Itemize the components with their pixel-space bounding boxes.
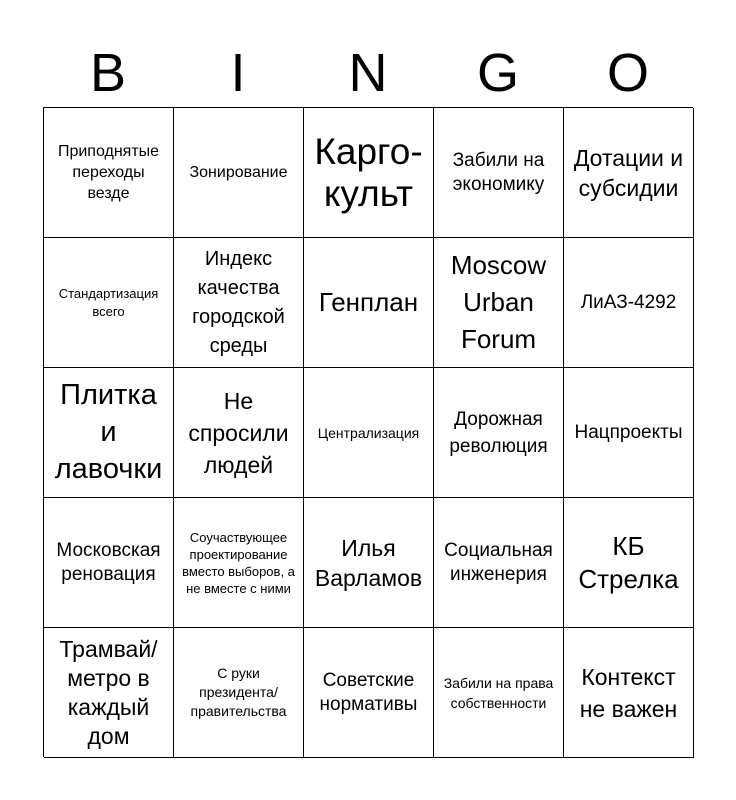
cell-text: Советские нормативы bbox=[319, 669, 418, 715]
cell-text: Зонирование bbox=[189, 164, 288, 181]
bingo-cell-r2-c3[interactable] bbox=[304, 238, 434, 368]
header-letter-i: I bbox=[230, 43, 246, 103]
cell-text: Централизация bbox=[317, 424, 420, 441]
cell-text: Контекст не важен bbox=[579, 663, 678, 722]
cell-text: Дотации и субсидии bbox=[573, 144, 684, 201]
cell-text: Дорожная революция bbox=[449, 408, 548, 457]
cell-text: Илья Варламов bbox=[314, 534, 423, 591]
bingo-cell-r1-c5[interactable] bbox=[564, 108, 694, 238]
bingo-cell-r4-c2[interactable] bbox=[174, 498, 304, 628]
header-letter-n: N bbox=[348, 43, 388, 103]
bingo-cell-r5-c5[interactable] bbox=[564, 628, 694, 758]
cell-text: Стандартизация всего bbox=[58, 285, 159, 319]
cell-text: Трамвай/ метро в каждый дом bbox=[59, 635, 158, 749]
header-letter-g: G bbox=[476, 43, 519, 103]
bingo-cell-r4-c4[interactable] bbox=[434, 498, 564, 628]
cell-text: ЛиАЗ-4292 bbox=[580, 291, 677, 313]
bingo-cell-r5-c2[interactable] bbox=[174, 628, 304, 758]
bingo-cell-r1-c4[interactable] bbox=[434, 108, 564, 238]
cell-text: Индекс качества городской среды bbox=[192, 247, 285, 357]
bingo-header bbox=[43, 42, 693, 104]
cell-text: Социальная инженерия bbox=[444, 539, 553, 585]
cell-text: С руки президента/ правительства bbox=[190, 665, 287, 719]
cell-text: КБ Стрелка bbox=[578, 530, 679, 594]
bingo-cell-r1-c3[interactable] bbox=[304, 108, 434, 238]
bingo-cell-r3-c1[interactable] bbox=[44, 368, 174, 498]
cell-text: Забили на экономику bbox=[452, 149, 545, 195]
bingo-cell-r1-c2[interactable] bbox=[174, 108, 304, 238]
cell-text: Генплан bbox=[318, 287, 419, 317]
bingo-cell-r3-c3[interactable] bbox=[304, 368, 434, 498]
bingo-cell-r3-c4[interactable] bbox=[434, 368, 564, 498]
cell-text: Плитка и лавочки bbox=[54, 379, 163, 485]
cell-text: Соучаствующее проектирование вместо выборов, а не вместе с ними bbox=[182, 529, 295, 596]
bingo-cell-r3-c2[interactable] bbox=[174, 368, 304, 498]
bingo-cell-r4-c1[interactable] bbox=[44, 498, 174, 628]
bingo-cell-r5-c4[interactable] bbox=[434, 628, 564, 758]
cell-text: Московская реновация bbox=[56, 539, 161, 585]
header-letter-b: B bbox=[89, 43, 127, 103]
bingo-cell-r1-c1[interactable] bbox=[44, 108, 174, 238]
bingo-cell-r4-c5[interactable] bbox=[564, 498, 694, 628]
cell-text: Приподнятые переходы везде bbox=[57, 143, 160, 202]
bingo-cell-r5-c3[interactable] bbox=[304, 628, 434, 758]
cell-text: Карго-культ bbox=[314, 130, 423, 214]
bingo-cell-r2-c1[interactable] bbox=[44, 238, 174, 368]
cell-text: Нацпроекты bbox=[574, 421, 683, 443]
bingo-grid bbox=[43, 107, 693, 757]
bingo-cell-r5-c1[interactable] bbox=[44, 628, 174, 758]
bingo-cell-r4-c3[interactable] bbox=[304, 498, 434, 628]
header-letter-o: O bbox=[606, 43, 649, 103]
bingo-cell-r3-c5[interactable] bbox=[564, 368, 694, 498]
cell-text: Не спросили людей bbox=[188, 387, 289, 478]
bingo-cell-r2-c4[interactable] bbox=[434, 238, 564, 368]
bingo-cell-r2-c2[interactable] bbox=[174, 238, 304, 368]
cell-text: Moscow Urban Forum bbox=[450, 250, 547, 354]
cell-text: Забили на права собственности bbox=[443, 674, 554, 711]
bingo-cell-r2-c5[interactable] bbox=[564, 238, 694, 368]
